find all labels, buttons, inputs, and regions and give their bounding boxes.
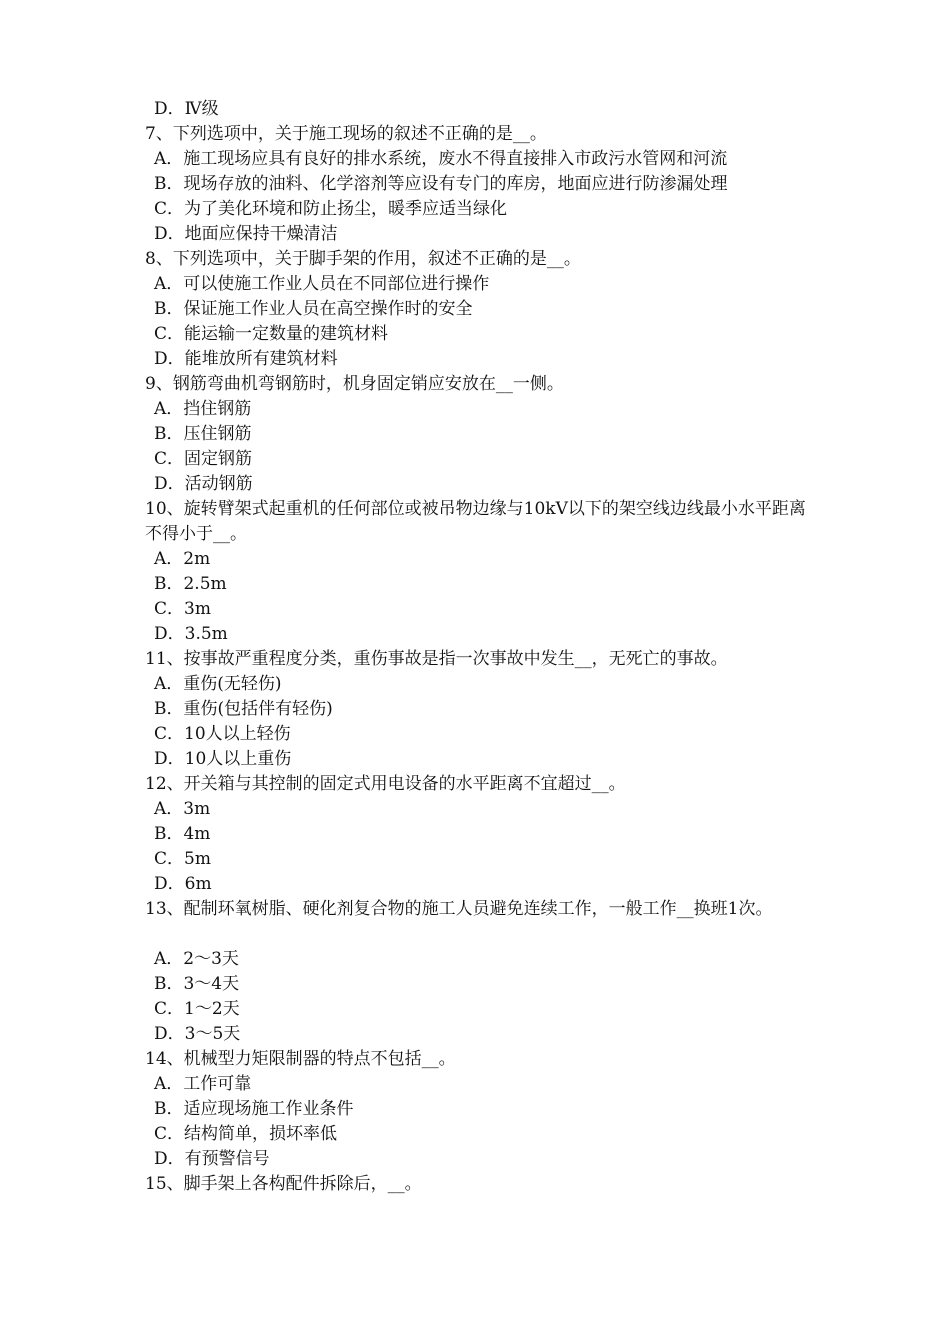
question-7 — [145, 122, 810, 247]
option-a: A．工作可靠 — [154, 1074, 252, 1094]
option-a: A．2～3天 — [154, 949, 239, 969]
option-c: C．5m — [154, 849, 211, 869]
option-a: A．3m — [154, 799, 211, 819]
question-text: 10、旋转臂架式起重机的任何部位或被吊物边缘与10kV以下的架空线边线最小水平距离不得小于__。 — [145, 499, 806, 544]
option-d: D．活动钢筋 — [154, 474, 253, 494]
option-b: B．2.5m — [154, 574, 227, 594]
option-d: D．有预警信号 — [154, 1149, 270, 1169]
question-text: 15、脚手架上各构配件拆除后，__。 — [145, 1174, 422, 1194]
option-a: A．挡住钢筋 — [154, 399, 252, 419]
option-c: C．结构简单，损坏率低 — [154, 1124, 338, 1144]
option-a: A．重伤(无轻伤) — [154, 674, 282, 694]
option-d: D．3～5天 — [154, 1024, 241, 1044]
option-d: D．能堆放所有建筑材料 — [154, 349, 338, 369]
option-d: D．10人以上重伤 — [154, 749, 292, 769]
option-b: B．现场存放的油料、化学溶剂等应设有专门的库房，地面应进行防渗漏处理 — [154, 174, 728, 194]
question-9 — [145, 372, 810, 497]
option-d: D．6m — [154, 874, 212, 894]
option-a: A．可以使施工作业人员在不同部位进行操作 — [154, 274, 490, 294]
option-c: C．为了美化环境和防止扬尘，暖季应适当绿化 — [154, 199, 508, 219]
option-line: D．Ⅳ级 — [154, 99, 219, 119]
question-text: 11、按事故严重程度分类，重伤事故是指一次事故中发生__，无死亡的事故。 — [145, 649, 728, 669]
option-c: C．固定钢筋 — [154, 449, 253, 469]
option-c: C．能运输一定数量的建筑材料 — [154, 324, 389, 344]
question-text: 7、下列选项中，关于施工现场的叙述不正确的是__。 — [145, 124, 547, 144]
question-text: 8、下列选项中，关于脚手架的作用，叙述不正确的是__。 — [145, 249, 581, 269]
question-text: 12、开关箱与其控制的固定式用电设备的水平距离不宜超过__。 — [145, 774, 626, 794]
question-14 — [145, 1047, 810, 1172]
question-10 — [145, 497, 810, 647]
question-12 — [145, 772, 810, 897]
option-a: A．2m — [154, 549, 211, 569]
question-text: 14、机械型力矩限制器的特点不包括__。 — [145, 1049, 456, 1069]
question-8 — [145, 247, 810, 372]
question-text: 9、钢筋弯曲机弯钢筋时，机身固定销应安放在__一侧。 — [145, 374, 564, 394]
option-d: D．地面应保持干燥清洁 — [154, 224, 338, 244]
option-c: C．10人以上轻伤 — [154, 724, 291, 744]
option-b: B．保证施工作业人员在高空操作时的安全 — [154, 299, 473, 319]
option-c: C．1～2天 — [154, 999, 240, 1019]
option-d: D．3.5m — [154, 624, 228, 644]
question-11 — [145, 647, 810, 772]
option-b: B．压住钢筋 — [154, 424, 252, 444]
option-b: B．适应现场施工作业条件 — [154, 1099, 354, 1119]
leading-options — [145, 97, 810, 122]
option-b: B．重伤(包括伴有轻伤) — [154, 699, 333, 719]
option-b: B．4m — [154, 824, 211, 844]
option-a: A．施工现场应具有良好的排水系统，废水不得直接排入市政污水管网和河流 — [154, 149, 728, 169]
question-list — [145, 97, 810, 1197]
question-13 — [145, 897, 810, 1047]
option-c: C．3m — [154, 599, 211, 619]
question-15 — [145, 1172, 810, 1197]
question-text: 13、配制环氧树脂、硬化剂复合物的施工人员避免连续工作，一般工作__换班1次。 — [145, 899, 773, 919]
option-b: B．3～4天 — [154, 974, 240, 994]
